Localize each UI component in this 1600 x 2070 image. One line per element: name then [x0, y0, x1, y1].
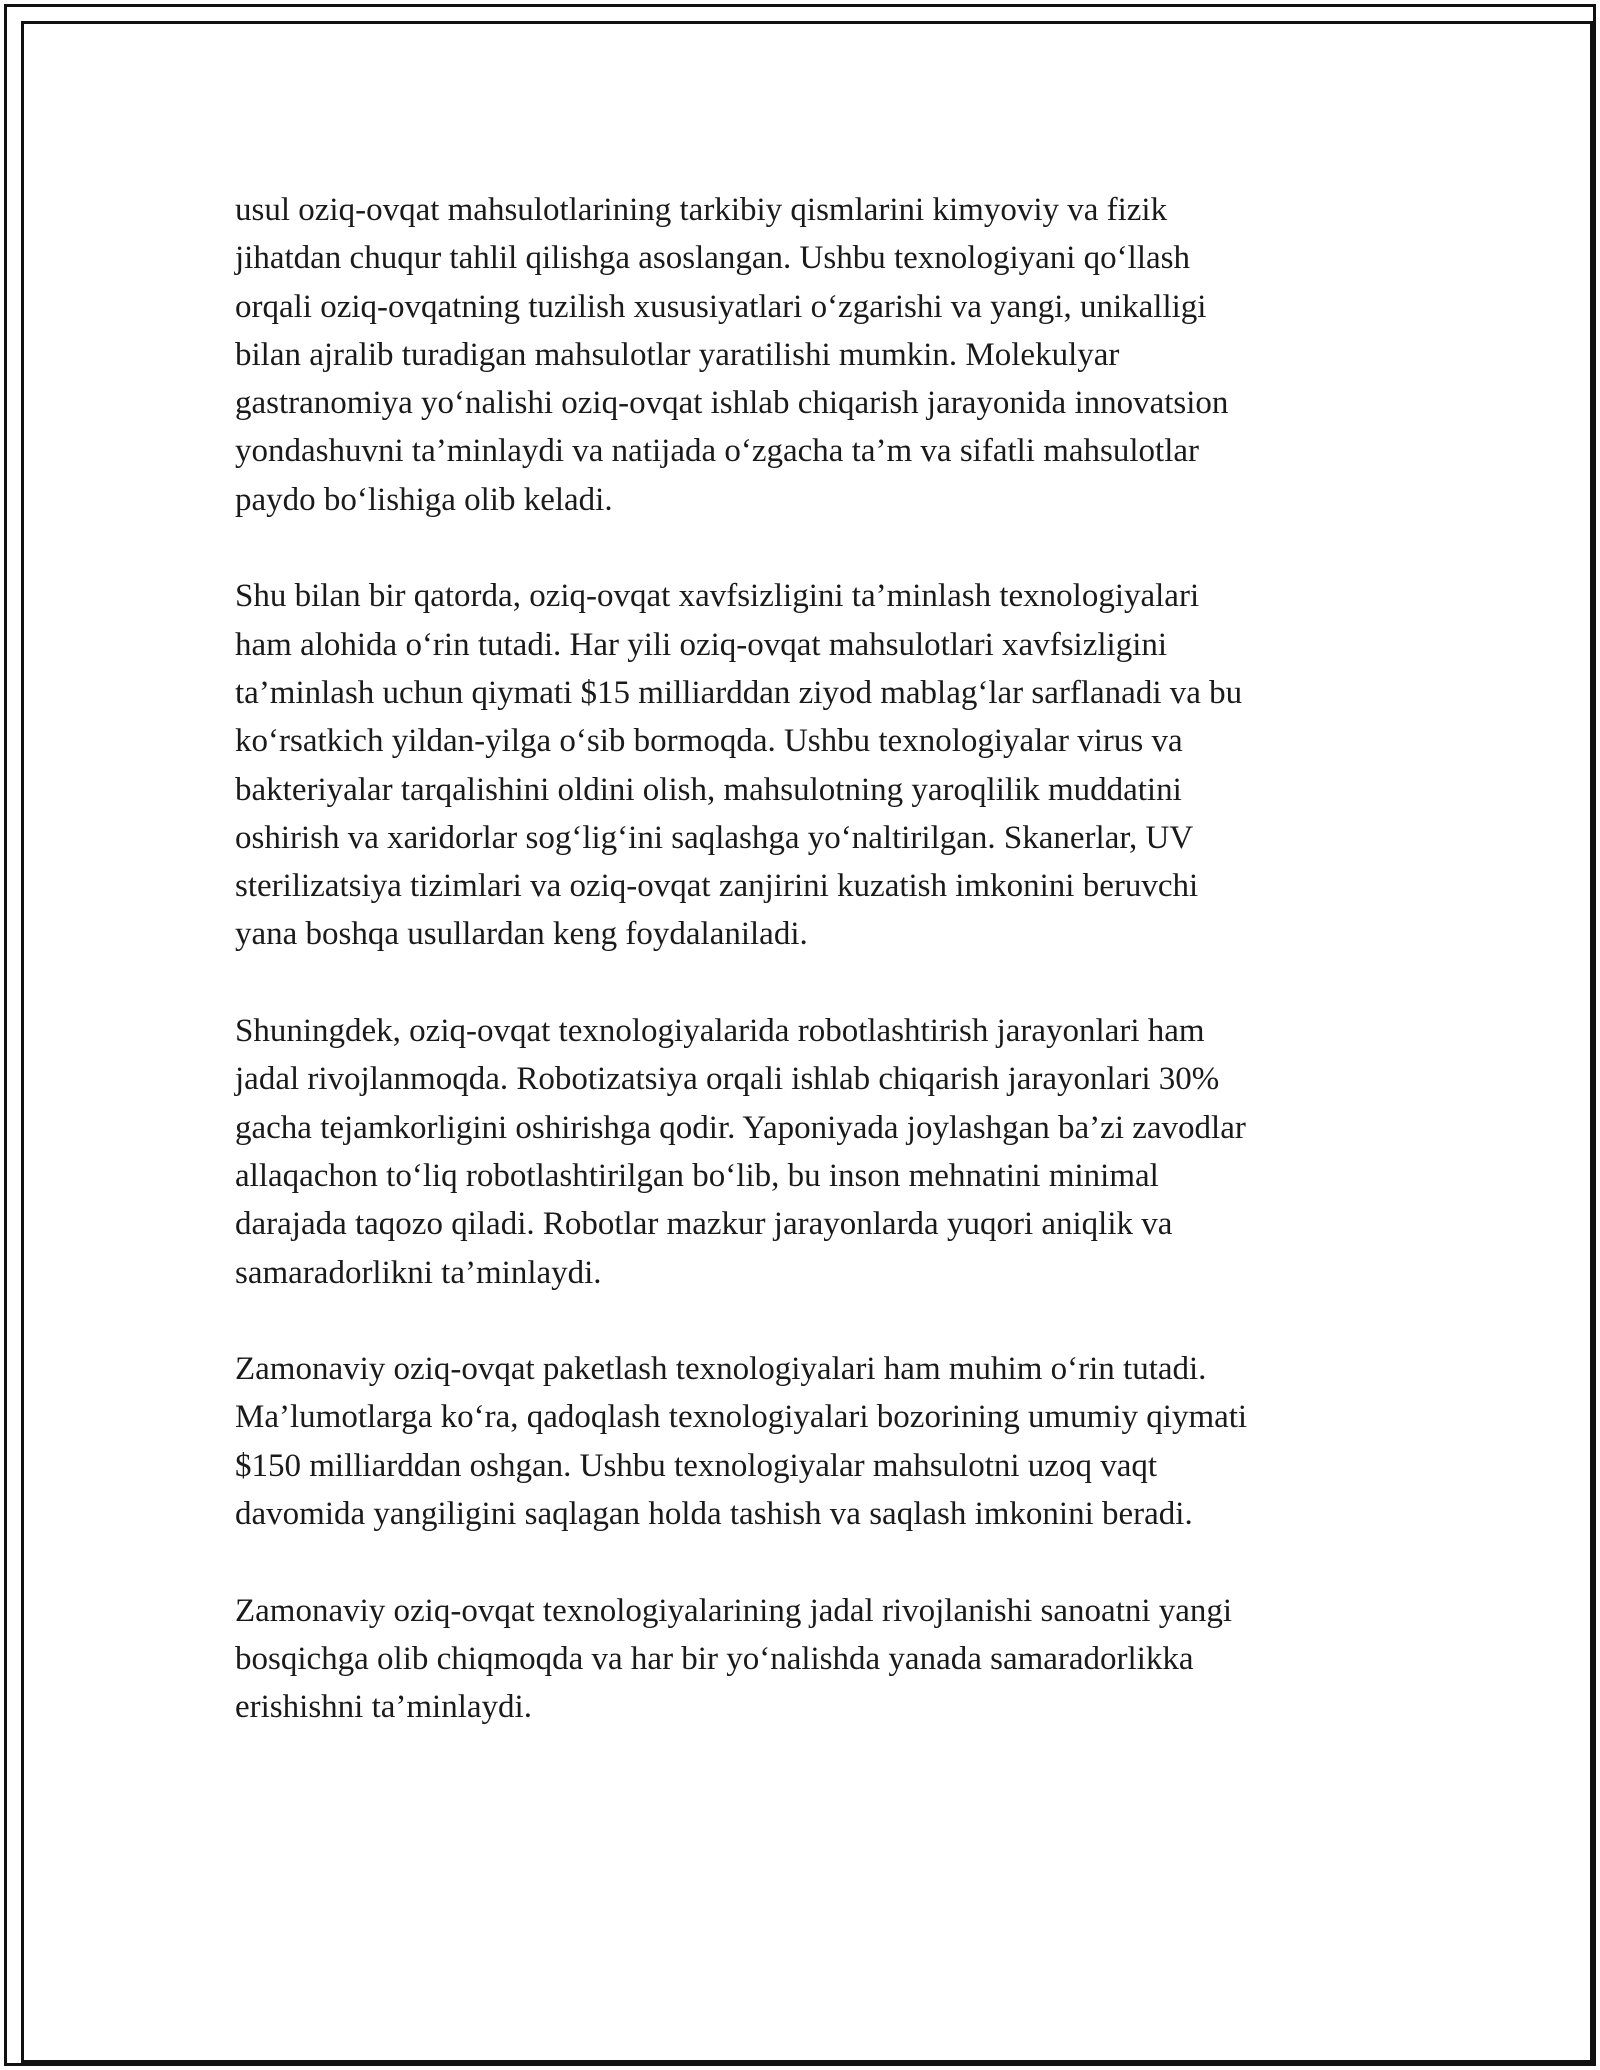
text-line: Shu bilan bir qatorda, oziq-ovqat xavfsizligini ta’minlash texnologiyalari — [235, 578, 1200, 615]
text-line: ta’minlash uchun qiymati $15 milliarddan ziyod mablag‘lar sarflanadi va bu — [235, 674, 1243, 711]
text-line: $150 milliarddan oshgan. Ushbu texnologiyalar mahsulotni uzoq vaqt — [235, 1447, 1158, 1484]
paragraph-1 — [235, 186, 1385, 524]
text-line: jadal rivojlanmoqda. Robotizatsiya orqali ishlab chiqarish jarayonlari 30% — [235, 1061, 1220, 1098]
text-line: darajada taqozo qiladi. Robotlar mazkur jarayonlarda yuqori aniqlik va — [235, 1206, 1173, 1243]
text-line: ham alohida o‘rin tutadi. Har yili oziq-ovqat mahsulotlari xavfsizligini — [235, 626, 1168, 663]
text-line: davomida yangiligini saqlagan holda tashish va saqlash imkonini beradi. — [235, 1496, 1193, 1533]
text-line: gastranomiya yo‘nalishi oziq-ovqat ishlab chiqarish jarayonida innovatsion — [235, 385, 1229, 422]
text-line: gacha tejamkorligini oshirishga qodir. Yaponiyada joylashgan ba’zi zavodlar — [235, 1109, 1246, 1146]
text-line: sterilizatsiya tizimlari va oziq-ovqat zanjirini kuzatish imkonini beruvchi — [235, 868, 1199, 905]
paragraph-3 — [235, 1007, 1385, 1297]
text-line: erishishni ta’minlaydi. — [235, 1689, 532, 1726]
text-line: orqali oziq-ovqatning tuzilish xususiyatlari o‘zgarishi va yangi, unikalligi — [235, 288, 1207, 325]
text-line: oshirish va xaridorlar sog‘lig‘ini saqlashga yo‘naltirilgan. Skanerlar, UV — [235, 819, 1194, 856]
text-line: allaqachon to‘liq robotlashtirilgan bo‘lib, bu inson mehnatini minimal — [235, 1157, 1159, 1194]
text-line: bakteriyalar tarqalishini oldini olish, mahsulotning yaroqlilik muddatini — [235, 771, 1182, 808]
text-line: paydo bo‘lishiga olib keladi. — [235, 481, 613, 518]
text-line: bilan ajralib turadigan mahsulotlar yaratilishi mumkin. Molekulyar — [235, 336, 1120, 373]
paragraph-4 — [235, 1345, 1385, 1538]
text-line: Zamonaviy oziq-ovqat paketlash texnologiyalari ham muhim o‘rin tutadi. — [235, 1351, 1207, 1388]
text-line: jihatdan chuqur tahlil qilishga asoslangan. Ushbu texnologiyani qo‘llash — [235, 240, 1191, 277]
text-line: bosqichga olib chiqmoqda va har bir yo‘nalishda yanada samaradorlikka — [235, 1640, 1194, 1677]
paragraph-2 — [235, 572, 1385, 958]
text-line: Shuningdek, oziq-ovqat texnologiyalarida robotlashtirish jarayonlari ham — [235, 1013, 1205, 1050]
text-line: yondashuvni ta’minlaydi va natijada o‘zgacha ta’m va sifatli mahsulotlar — [235, 433, 1200, 470]
paragraph-5 — [235, 1587, 1385, 1732]
document-body — [235, 186, 1385, 1780]
text-line: ko‘rsatkich yildan-yilga o‘sib bormoqda. Ushbu texnologiyalar virus va — [235, 723, 1183, 760]
text-line: yana boshqa usullardan keng foydalaniladi. — [235, 916, 808, 953]
text-line: Ma’lumotlarga ko‘ra, qadoqlash texnologiyalari bozorining umumiy qiymati — [235, 1399, 1248, 1436]
text-line: samaradorlikni ta’minlaydi. — [235, 1254, 602, 1291]
text-line: Zamonaviy oziq-ovqat texnologiyalarining jadal rivojlanishi sanoatni yangi — [235, 1592, 1233, 1629]
text-line: usul oziq-ovqat mahsulotlarining tarkibiy qismlarini kimyoviy va fizik — [235, 192, 1168, 228]
